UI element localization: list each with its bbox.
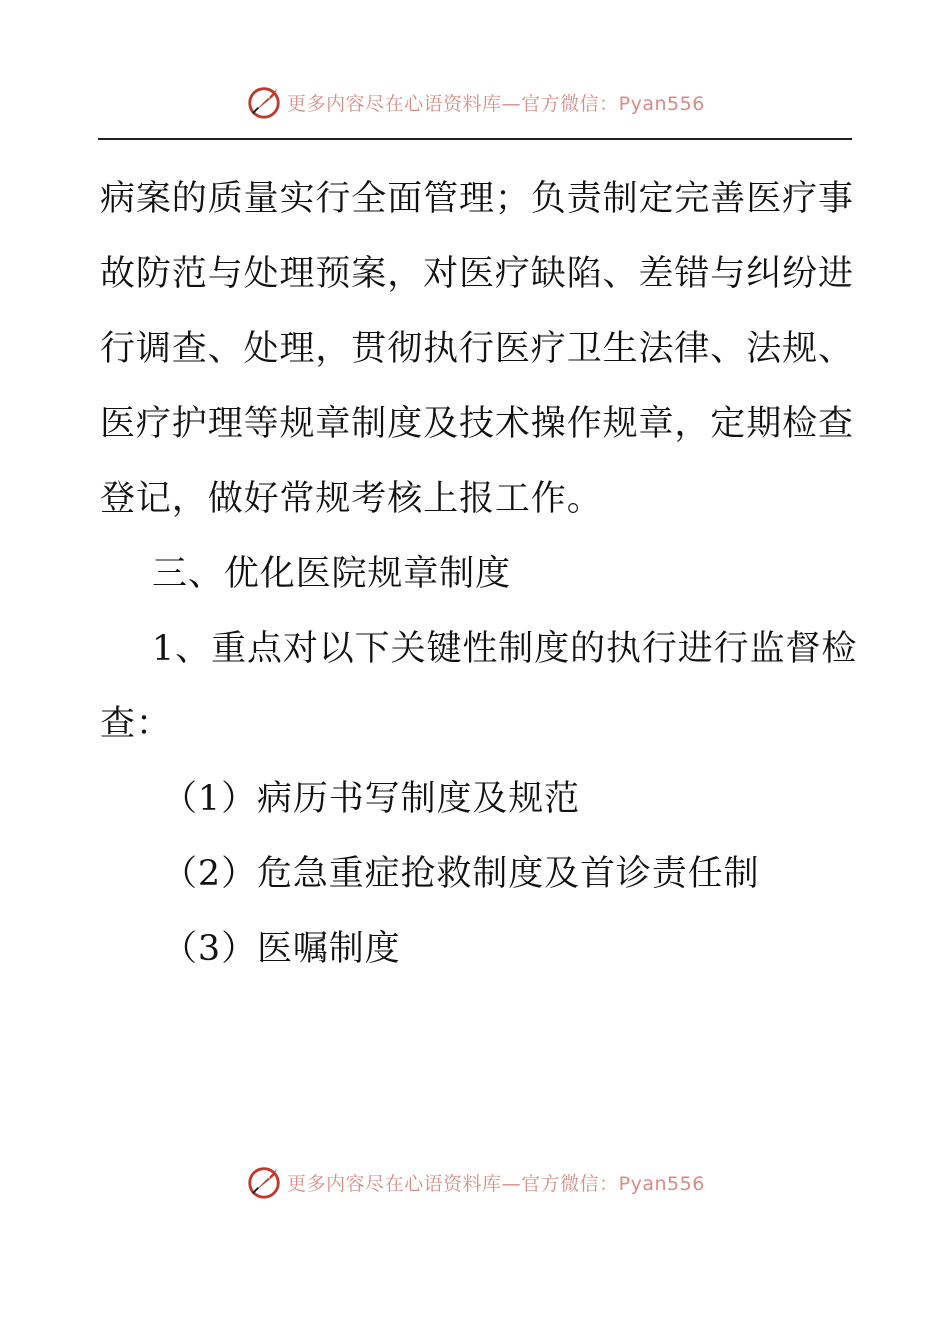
document-body <box>100 162 858 987</box>
paragraph-line: 医疗护理等规章制度及技术操作规章，定期检查 <box>100 404 854 444</box>
paragraph-line: 行调查、处理，贯彻执行医疗卫生法律、法规、 <box>100 329 854 369</box>
quill-pen-logo-icon <box>245 1163 283 1201</box>
header-banner-text: 更多内容尽在心语资料库—官方微信：Pyan556 <box>287 92 705 115</box>
paragraph-line: 登记，做好常规考核上报工作。 <box>100 479 603 519</box>
list-item: （2）危急重症抢救制度及首诊责任制 <box>162 854 760 894</box>
footer-banner <box>0 1160 950 1204</box>
quill-pen-logo-icon <box>245 83 283 121</box>
paragraph-line: 故防范与处理预案，对医疗缺陷、差错与纠纷进 <box>100 254 854 294</box>
list-item: （1）病历书写制度及规范 <box>162 779 581 819</box>
list-item: （3）医嘱制度 <box>162 929 401 969</box>
section-heading: 三、优化医院规章制度 <box>152 554 512 594</box>
paragraph-line: 查： <box>100 704 172 744</box>
header-banner <box>0 80 950 124</box>
paragraph-line: 病案的质量实行全面管理；负责制定完善医疗事 <box>100 179 854 219</box>
footer-banner-text: 更多内容尽在心语资料库—官方微信：Pyan556 <box>287 1172 705 1195</box>
header-divider <box>98 138 852 140</box>
paragraph-line: 1、重点对以下关键性制度的执行进行监督检 <box>152 629 858 669</box>
